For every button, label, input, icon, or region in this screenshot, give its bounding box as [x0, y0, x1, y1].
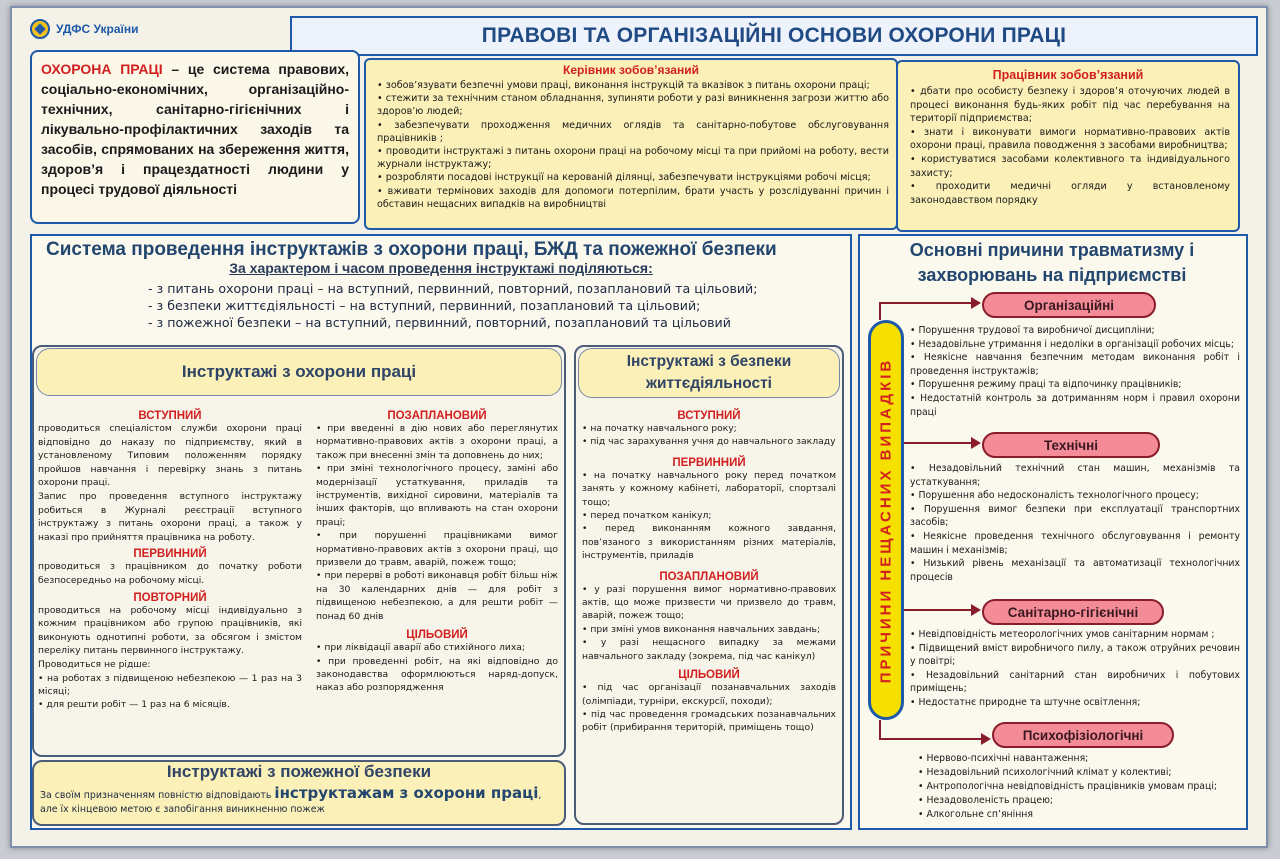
list-item: • Незадовільний технічний стан машин, механізмів та устаткування; [910, 462, 1240, 489]
arrow-right-icon [971, 297, 981, 309]
list-item: • проводити інструктажі з питань охорони праці на робочому місці та при прийомі на роботу, вести журнали інструктажу; [373, 145, 889, 171]
labor-left-column [38, 406, 302, 712]
poster [10, 6, 1268, 848]
system-subheading: За характером і часом проведення інструктажі поділяються: [229, 260, 653, 276]
list-item: • зобов’язувати безпечні умови праці, виконання інструкцій та вказівок з питань охорони праці; [373, 79, 889, 92]
connector [879, 738, 983, 740]
connector [879, 302, 881, 320]
life-intro-list [582, 422, 836, 449]
labor-right-column [316, 406, 558, 695]
labor-intro-text: проводиться спеціалістом служби охорони праці відповідно до наказу по підприємству, який в установленому Типовим положенням порядку пройшов навчання і перевірку знань з питань охорони праці. [38, 423, 302, 489]
labor-repeat-freq: Проводиться не рідше: [38, 658, 151, 670]
list-item: • стежити за технічним станом обладнання, зупиняти роботи у разі виникнення загрози життю або здоров’ю людей; [373, 92, 889, 118]
manager-heading: Керівник зобов’язаний [563, 63, 699, 77]
life-heading: Інструктажі з безпеки життєдіяльності [578, 348, 840, 398]
labor-heading: Інструктажі з охорони праці [36, 348, 562, 396]
cause-organizational: Організаційні [982, 292, 1156, 318]
labor-primary-title: ПЕРВИННИЙ [133, 548, 207, 561]
list-item: • при перерві в роботі виконавця робіт більш ніж на 30 календарних днів — для робіт з підвищеною небезпекою, а для решти робіт — понад 60 днів [316, 569, 558, 623]
list-item: • під час організації позанавчальних заходів (олімпіади, турніри, екскурсії, походи); [582, 681, 836, 708]
list-item: • Неякісне проведення технічного обслуговування і ремонту машин і механізмів; [910, 530, 1240, 557]
connector [879, 720, 881, 738]
connector [904, 609, 973, 611]
life-column [582, 406, 836, 735]
list-item: • для решти робіт — 1 раз на 6 місяців. [38, 698, 302, 711]
connector [879, 302, 973, 304]
list-item: • Недостатнє природне та штучне освітлення; [910, 696, 1240, 710]
worker-list [906, 85, 1230, 207]
labor-repeat-list [38, 672, 302, 712]
manager-duties-box [364, 58, 898, 230]
system-lines [148, 280, 848, 331]
list-item: • Антропологічна невідповідність працівників умовам праці; [918, 780, 1242, 794]
labor-target-list [316, 641, 558, 695]
list-item: • Недостатній контроль за дотриманням норм і правил охорони праці [910, 392, 1240, 419]
list-item: • при введенні в дію нових або переглянутих нормативно-правових актів з охорони праці, а також при внесенні змін та доповнень до них; [316, 422, 558, 462]
fire-text-a: За своїм призначенням повністю відповідають [40, 790, 272, 801]
page-title-box [290, 16, 1258, 56]
cause-list-sanitary [910, 628, 1240, 710]
list-item: • Алкогольне сп’яніння [918, 808, 1242, 822]
cause-list-organizational [910, 324, 1240, 419]
list-item: • у разі нещасного випадку за межами навчального закладу (зокрема, під час канікул) [582, 636, 836, 663]
list-item: • Порушення трудової та виробничої дисципліни; [910, 324, 1240, 338]
causes-heading: Основні причини травматизму і захворювань на підприємстві [909, 240, 1195, 285]
list-item: • Підвищений вміст виробничого пилу, а також отруйних речовин у повітрі; [910, 642, 1240, 669]
list-item: • розробляти посадові інструкції на керованій ділянці, забезпечувати інструкціями робочі місця; [373, 171, 889, 184]
definition-box [30, 50, 360, 224]
list-item: • вживати термінових заходів для допомоги потерпілим, брати участь у розслідуванні причин і обставин нещасних випадків на виробництві [373, 185, 889, 211]
system-line: - з безпеки життєдіяльності – на вступний, первинний, позаплановий та цільовий; [148, 298, 701, 313]
list-item: • під час зарахування учня до навчального закладу [582, 435, 836, 448]
labor-primary-text: проводиться з працівником до початку роботи безпосередньо на робочому місці. [38, 561, 302, 586]
fire-heading: Інструктажі з пожежної безпеки [166, 762, 432, 781]
list-item: • Незадовільний санітарний стан виробничих і побутових приміщень; [910, 669, 1240, 696]
list-item: • на початку навчального року; [582, 422, 836, 435]
definition-term: ОХОРОНА ПРАЦІ [41, 61, 163, 77]
list-item: • Незадовільний психологічний клімат у колективі; [918, 766, 1242, 780]
emblem-icon [30, 19, 50, 39]
list-item: • проходити медичні огляди у встановленому законодавством порядку [906, 180, 1230, 207]
manager-list [373, 79, 889, 211]
fire-text [40, 786, 564, 817]
list-item: • Нервово-психічні навантаження; [918, 752, 1242, 766]
labor-intro-title: ВСТУПНИЙ [138, 410, 202, 422]
list-item: • Незадоволеність працею; [918, 794, 1242, 808]
page-title: ПРАВОВІ ТА ОРГАНІЗАЦІЙНІ ОСНОВИ ОХОРОНИ ПРАЦІ [481, 24, 1067, 47]
list-item: • під час проведення громадських позанавчальних робіт (прибирання територій, приміщень тощо) [582, 708, 836, 735]
list-item: • при зміні умов виконання навчальних завдань; [582, 623, 836, 636]
list-item: • знати і виконувати вимоги нормативно-правових актів охорони праці, правила поводження з засобами виробництва; [906, 126, 1230, 153]
definition-text: – це система правових, соціально-економічних, організаційно-технічних, санітарно-гігієнічних і лікувально-профілактичних заходів та засобів, спрямованих на збереження життя, здоров’я і працездатності людини у процесі трудової діяльності [41, 61, 349, 197]
life-target-title: ЦІЛЬОВИЙ [678, 669, 740, 682]
list-item: • Порушення вимог безпеки при експлуатації транспортних засобів; [910, 503, 1240, 530]
cause-list-technical [910, 462, 1240, 584]
list-item: • забезпечувати проходження медичних оглядів та санітарно-побутове обслуговування працівників ; [373, 119, 889, 145]
cause-list-psychophysiological [918, 752, 1242, 822]
causes-vertical-text: ПРИЧИНИ НЕЩАСНИХ ВИПАДКІВ [877, 357, 895, 683]
arrow-right-icon [971, 604, 981, 616]
arrow-right-icon [981, 733, 991, 745]
org-logo [30, 18, 139, 40]
list-item: • при проведенні робіт, на які відповідно до законодавства оформлюються наряд-допуск, наказ або розпорядження [316, 655, 558, 695]
system-heading: Система проведення інструктажів з охорони праці, БЖД та пожежної безпеки [46, 239, 777, 260]
list-item: • дбати про особисту безпеку і здоров’я оточуючих людей в процесі виконання будь-яких робіт під час перебування на території підприємства; [906, 85, 1230, 126]
labor-intro-text2: Запис про проведення вступного інструктажу робиться в Журналі реєстрації вступного інструктажу з питань охорони праці, а також у наказі про прийняття працівника на роботу. [38, 490, 302, 543]
list-item: • Неякісне навчання безпечним методам виконання робіт і проведення інструктажів; [910, 351, 1240, 378]
list-item: • Невідповідність метеорологічних умов санітарним нормам ; [910, 628, 1240, 642]
list-item: • при порушенні працівниками вимог нормативно-правових актів з охорони праці, що призвели до травм, аварій, пожеж тощо; [316, 529, 558, 569]
causes-vertical-label [868, 320, 904, 720]
system-line: - з пожежної безпеки – на вступний, первинний, повторний, позаплановий та цільовий [148, 315, 731, 330]
list-item: • при ліквідації аварії або стихійного лиха; [316, 641, 558, 654]
worker-heading: Працівник зобов’язаний [992, 68, 1144, 82]
labor-unplanned-title: ПОЗАПЛАНОВИЙ [387, 410, 487, 422]
list-item: • у разі порушення вимог нормативно-правових актів, що може призвести чи призвело до травм, аварій, пожеж тощо; [582, 583, 836, 623]
cause-psychophysiological: Психофізіологічні [992, 722, 1174, 748]
list-item: • перед початком канікул; [582, 509, 836, 522]
list-item: • на роботах з підвищеною небезпекою — 1 раз на 3 місяці; [38, 672, 302, 699]
list-item: • Порушення або недосконалість технологічного процесу; [910, 489, 1240, 503]
cause-sanitary: Санітарно-гігієнічні [982, 599, 1164, 625]
list-item: • Незадовільне утримання і недоліки в організації робочих місць; [910, 338, 1240, 352]
life-primary-title: ПЕРВИННИЙ [672, 456, 746, 469]
life-primary-list [582, 469, 836, 563]
fire-text-d: але їх кінцевою метою є запобігання виникненню пожеж [40, 804, 325, 815]
life-target-list [582, 681, 836, 735]
connector [904, 442, 973, 444]
labor-repeat-title: ПОВТОРНИЙ [133, 591, 207, 604]
org-name: УДФС України [56, 22, 139, 36]
arrow-right-icon [971, 437, 981, 449]
fire-text-c: , [538, 790, 542, 801]
list-item: • перед виконанням кожного завдання, пов’язаного з використанням різних матеріалів, інструментів, приладів [582, 522, 836, 562]
cause-technical: Технічні [982, 432, 1160, 458]
system-line: - з питань охорони праці – на вступний, первинний, повторний, позаплановий та цільовий; [148, 281, 758, 296]
labor-repeat-text: проводиться на робочому місці індивідуально з кожним працівником або групою працівників, які виконують однотипні роботи, за обсягом і змістом переліку питань первинного інструктажу. [38, 604, 302, 657]
worker-duties-box [896, 60, 1240, 232]
list-item: • Низький рівень механізації та автоматизації технологічних процесів [910, 557, 1240, 584]
labor-unplanned-list [316, 422, 558, 623]
labor-target-title: ЦІЛЬОВИЙ [406, 629, 468, 642]
list-item: • користуватися засобами колективного та індивідуального захисту; [906, 153, 1230, 180]
fire-text-b: інструктажам з охорони праці [274, 784, 539, 802]
list-item: • Порушення режиму праці та відпочинку працівників; [910, 378, 1240, 392]
list-item: • на початку навчального року перед початком занять у кожному кабінеті, лабораторії, спортзалі тощо; [582, 469, 836, 509]
life-unplanned-title: ПОЗАПЛАНОВИЙ [659, 570, 759, 583]
life-intro-title: ВСТУПНИЙ [677, 410, 741, 422]
list-item: • при зміні технологічного процесу, заміні або модернізації устаткування, приладів та інструментів, вихідної сировини, матеріалів та інших факторів, що впливають на стан охорони праці; [316, 462, 558, 529]
life-unplanned-list [582, 583, 836, 663]
